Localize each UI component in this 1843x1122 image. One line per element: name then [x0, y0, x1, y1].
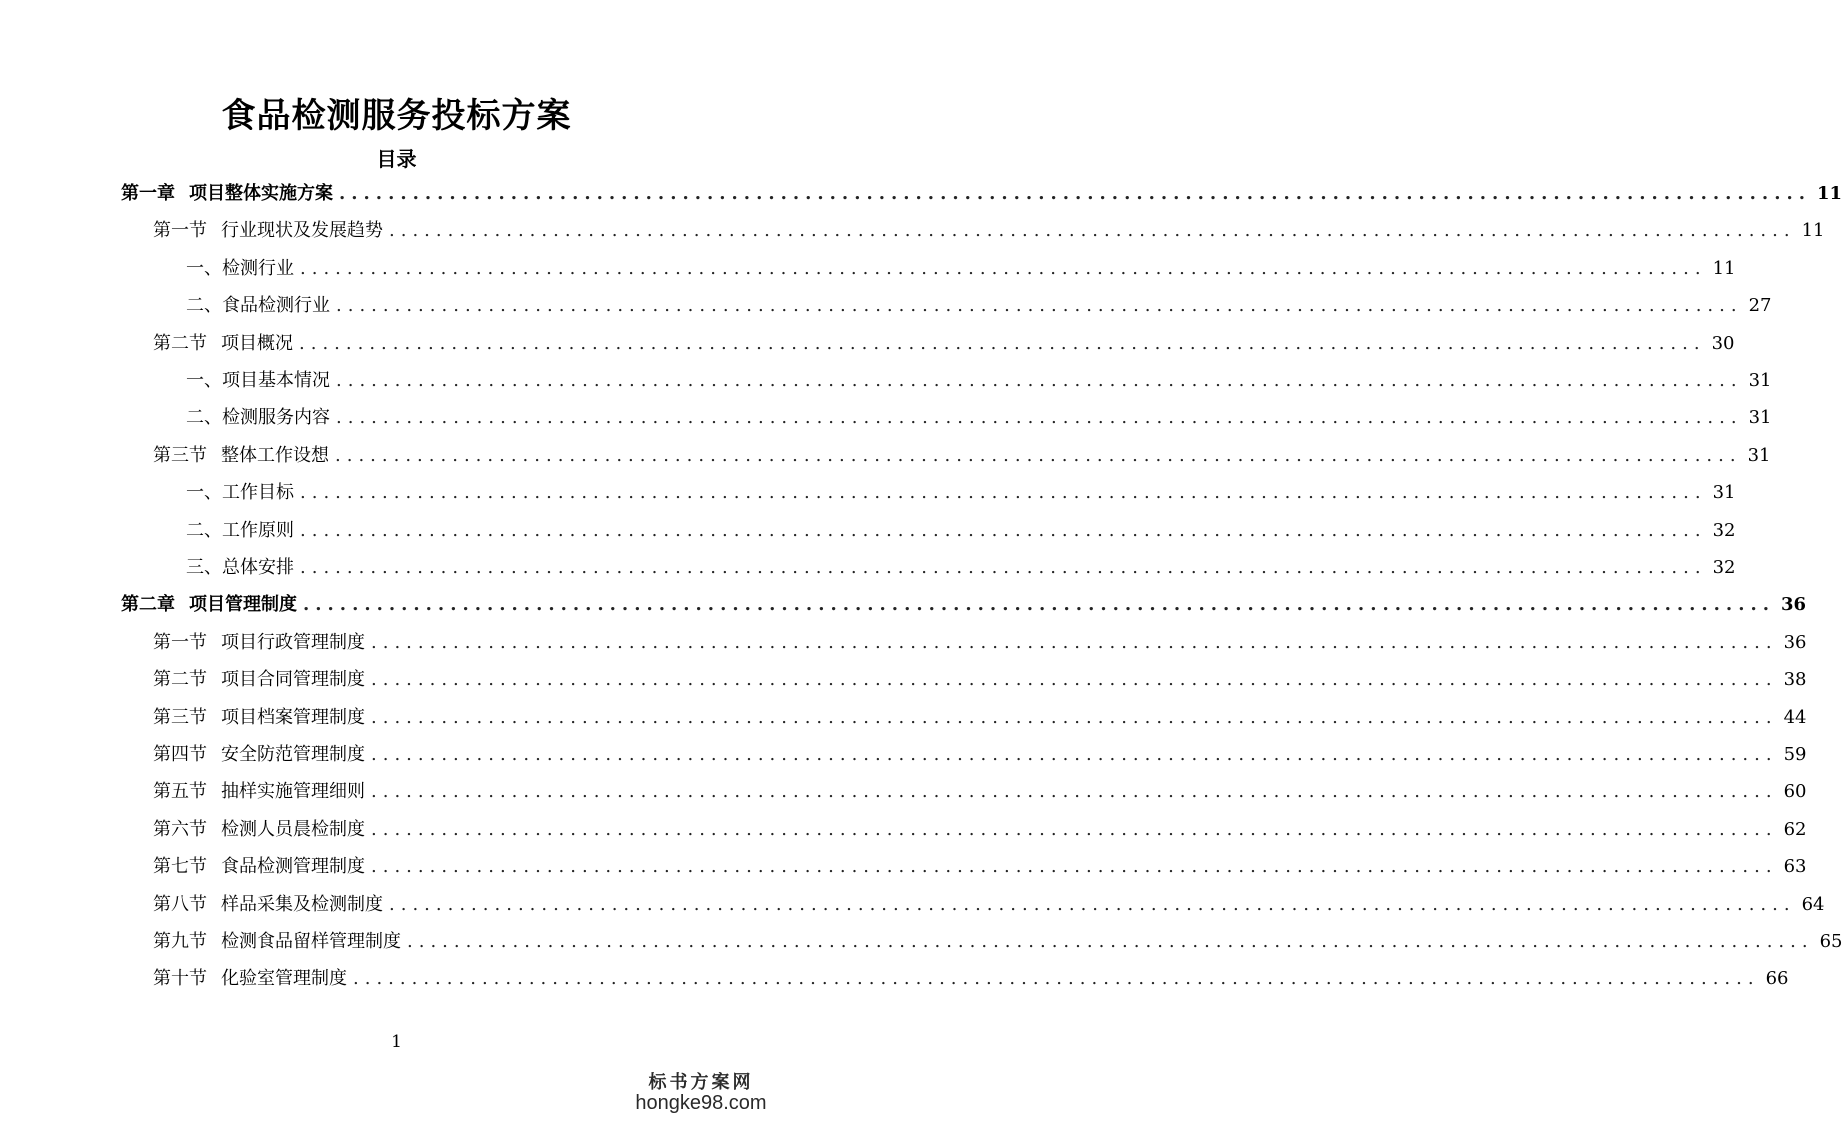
toc-dot-leader: ........................................................................................................................: [371, 819, 1778, 840]
toc-entry-text: 项目合同管理制度: [221, 669, 365, 690]
toc-entry-text: 检测食品留样管理制度: [221, 931, 401, 952]
watermark-url: hongke98.com: [635, 1092, 767, 1114]
toc-entry-label: [121, 180, 333, 208]
toc-entry-page: 36: [1783, 632, 1807, 653]
toc-entry-page: 31: [1747, 445, 1771, 466]
toc-entry-text: 抽样实施管理细则: [221, 781, 365, 802]
toc-entry-text: 整体工作设想: [221, 445, 329, 466]
toc-dot-leader: ........................................................................................................................: [339, 183, 1811, 204]
toc-dot-leader: ........................................................................................................................: [371, 856, 1778, 877]
toc-entry-label: [153, 330, 293, 358]
toc-entry-prefix: 第二节: [153, 333, 207, 354]
toc-entry-page: 63: [1783, 856, 1807, 877]
toc-dot-leader: ........................................................................................................................: [353, 968, 1760, 989]
toc-entry-text: 安全防范管理制度: [221, 744, 365, 765]
toc-entry-label: [153, 816, 365, 844]
toc-dot-leader: ........................................................................................................................: [335, 445, 1742, 466]
toc-entry-text: 项目档案管理制度: [221, 707, 365, 728]
toc-dot-leader: ........................................................................................................................: [299, 333, 1706, 354]
toc-entry[interactable]: [153, 928, 1843, 956]
toc-entry-page: 64: [1801, 894, 1825, 915]
toc-entry[interactable]: [121, 591, 1807, 619]
toc-dot-leader: ........................................................................................................................: [300, 557, 1707, 578]
toc-entry-label: [186, 479, 294, 507]
toc-dot-leader: ........................................................................................................................: [303, 594, 1775, 615]
toc-entry-prefix: 一、: [186, 482, 222, 503]
toc-entry-prefix: 第八节: [153, 894, 207, 915]
toc-dot-leader: ........................................................................................................................: [371, 781, 1778, 802]
toc-entry-page: 36: [1781, 594, 1807, 615]
toc-dot-leader: ........................................................................................................................: [389, 220, 1796, 241]
toc-entry[interactable]: [186, 255, 1736, 283]
toc-entry[interactable]: [153, 891, 1825, 919]
toc-entry-prefix: 第三节: [153, 445, 207, 466]
page-title: 食品检测服务投标方案: [221, 96, 572, 136]
toc-entry-text: 检测行业: [222, 258, 294, 279]
toc-entry-prefix: 第十节: [153, 968, 207, 989]
toc-entry[interactable]: [153, 778, 1807, 806]
toc-entry-text: 食品检测行业: [222, 295, 330, 316]
toc-entry[interactable]: [153, 666, 1807, 694]
toc-entry-prefix: 三、: [186, 557, 222, 578]
toc-entry[interactable]: [153, 629, 1807, 657]
toc-entry-prefix: 一、: [186, 258, 222, 279]
toc-entry-label: [153, 442, 329, 470]
toc-entry[interactable]: [121, 180, 1843, 208]
toc-entry-page: 31: [1712, 482, 1736, 503]
toc-entry-label: [153, 965, 347, 993]
toc-entry-label: [153, 741, 365, 769]
toc-entry-text: 项目基本情况: [222, 370, 330, 391]
toc-entry-prefix: 二、: [186, 407, 222, 428]
toc-entry[interactable]: [153, 442, 1771, 470]
watermark-name: 标书方案网: [648, 1072, 754, 1093]
toc-entry-label: [186, 255, 294, 283]
toc-entry[interactable]: [153, 853, 1807, 881]
toc-entry-label: [153, 778, 365, 806]
toc-entry-page: 31: [1748, 370, 1772, 391]
page-number: 1: [391, 1032, 402, 1052]
toc-entry-label: [186, 554, 294, 582]
toc-dot-leader: ........................................................................................................................: [371, 632, 1778, 653]
toc-entry-label: [153, 928, 401, 956]
toc-entry[interactable]: [153, 816, 1807, 844]
toc-entry[interactable]: [186, 292, 1772, 320]
toc-entry-prefix: 第一章: [121, 183, 175, 204]
toc-entry-text: 样品采集及检测制度: [221, 894, 383, 915]
toc-dot-leader: ........................................................................................................................: [407, 931, 1814, 952]
toc-entry-page: 32: [1712, 557, 1736, 578]
toc-dot-leader: ........................................................................................................................: [336, 407, 1743, 428]
toc-entry-text: 项目行政管理制度: [221, 632, 365, 653]
toc-entry-label: [186, 367, 330, 395]
toc-entry-text: 总体安排: [222, 557, 294, 578]
toc-dot-leader: ........................................................................................................................: [371, 744, 1778, 765]
toc-entry-page: 11: [1712, 258, 1736, 279]
toc-entry-prefix: 一、: [186, 370, 222, 391]
toc-entry-page: 60: [1783, 781, 1807, 802]
toc-entry-text: 检测人员晨检制度: [221, 819, 365, 840]
toc-entry-label: [153, 853, 365, 881]
toc-dot-leader: ........................................................................................................................: [300, 258, 1707, 279]
toc-entry-prefix: 第三节: [153, 707, 207, 728]
toc-entry[interactable]: [186, 554, 1736, 582]
toc-entry-prefix: 二、: [186, 295, 222, 316]
toc-entry-page: 32: [1712, 520, 1736, 541]
toc-entry[interactable]: [186, 517, 1736, 545]
toc-entry-prefix: 第一节: [153, 632, 207, 653]
toc-entry-prefix: 第二节: [153, 669, 207, 690]
toc-entry-page: 11: [1801, 220, 1825, 241]
toc-entry-page: 31: [1748, 407, 1772, 428]
toc-entry[interactable]: [153, 965, 1789, 993]
toc-dot-leader: ........................................................................................................................: [336, 295, 1743, 316]
toc-entry-label: [186, 292, 330, 320]
toc-dot-leader: ........................................................................................................................: [300, 482, 1707, 503]
toc-entry-text: 项目整体实施方案: [189, 183, 333, 204]
toc-entry-label: [186, 404, 330, 432]
toc-entry[interactable]: [153, 704, 1807, 732]
toc-entry-prefix: 第五节: [153, 781, 207, 802]
toc-entry-text: 食品检测管理制度: [221, 856, 365, 877]
toc-entry-text: 项目管理制度: [189, 594, 297, 615]
toc-entry-text: 项目概况: [221, 333, 293, 354]
toc-entry-label: [153, 217, 383, 245]
toc-entry-prefix: 第六节: [153, 819, 207, 840]
toc-entry-text: 检测服务内容: [222, 407, 330, 428]
toc-entry-label: [153, 704, 365, 732]
toc-entry-text: 工作目标: [222, 482, 294, 503]
toc-entry[interactable]: [186, 367, 1772, 395]
toc-entry-label: [153, 891, 383, 919]
toc-entry-page: 59: [1783, 744, 1807, 765]
toc-entry[interactable]: [153, 330, 1735, 358]
toc-entry-text: 行业现状及发展趋势: [221, 220, 383, 241]
toc-entry-text: 化验室管理制度: [221, 968, 347, 989]
toc-entry-prefix: 二、: [186, 520, 222, 541]
toc-entry-page: 38: [1783, 669, 1807, 690]
toc-dot-leader: ........................................................................................................................: [389, 894, 1796, 915]
toc-entry-page: 65: [1819, 931, 1843, 952]
toc-entry-page: 62: [1783, 819, 1807, 840]
toc-dot-leader: ........................................................................................................................: [371, 669, 1778, 690]
toc-entry[interactable]: [186, 479, 1736, 507]
toc-dot-leader: ........................................................................................................................: [336, 370, 1743, 391]
toc-dot-leader: ........................................................................................................................: [371, 707, 1778, 728]
toc-entry-page: 44: [1783, 707, 1807, 728]
toc-entry-prefix: 第七节: [153, 856, 207, 877]
toc-entry-page: 11: [1817, 183, 1843, 204]
toc-entry[interactable]: [153, 217, 1825, 245]
toc-entry-prefix: 第九节: [153, 931, 207, 952]
toc-entry-prefix: 第四节: [153, 744, 207, 765]
toc-entry-label: [153, 629, 365, 657]
toc-entry-prefix: 第一节: [153, 220, 207, 241]
toc-entry-text: 工作原则: [222, 520, 294, 541]
toc-entry-label: [121, 591, 297, 619]
toc-heading: 目录: [376, 147, 417, 171]
toc-entry[interactable]: [186, 404, 1772, 432]
toc-entry[interactable]: [153, 741, 1807, 769]
toc-entry-prefix: 第二章: [121, 594, 175, 615]
toc-entry-page: 30: [1711, 333, 1735, 354]
toc-entry-page: 27: [1748, 295, 1772, 316]
watermark: [621, 1068, 781, 1115]
toc-entry-page: 66: [1765, 968, 1789, 989]
toc-entry-label: [186, 517, 294, 545]
toc-dot-leader: ........................................................................................................................: [300, 520, 1707, 541]
toc-entry-label: [153, 666, 365, 694]
